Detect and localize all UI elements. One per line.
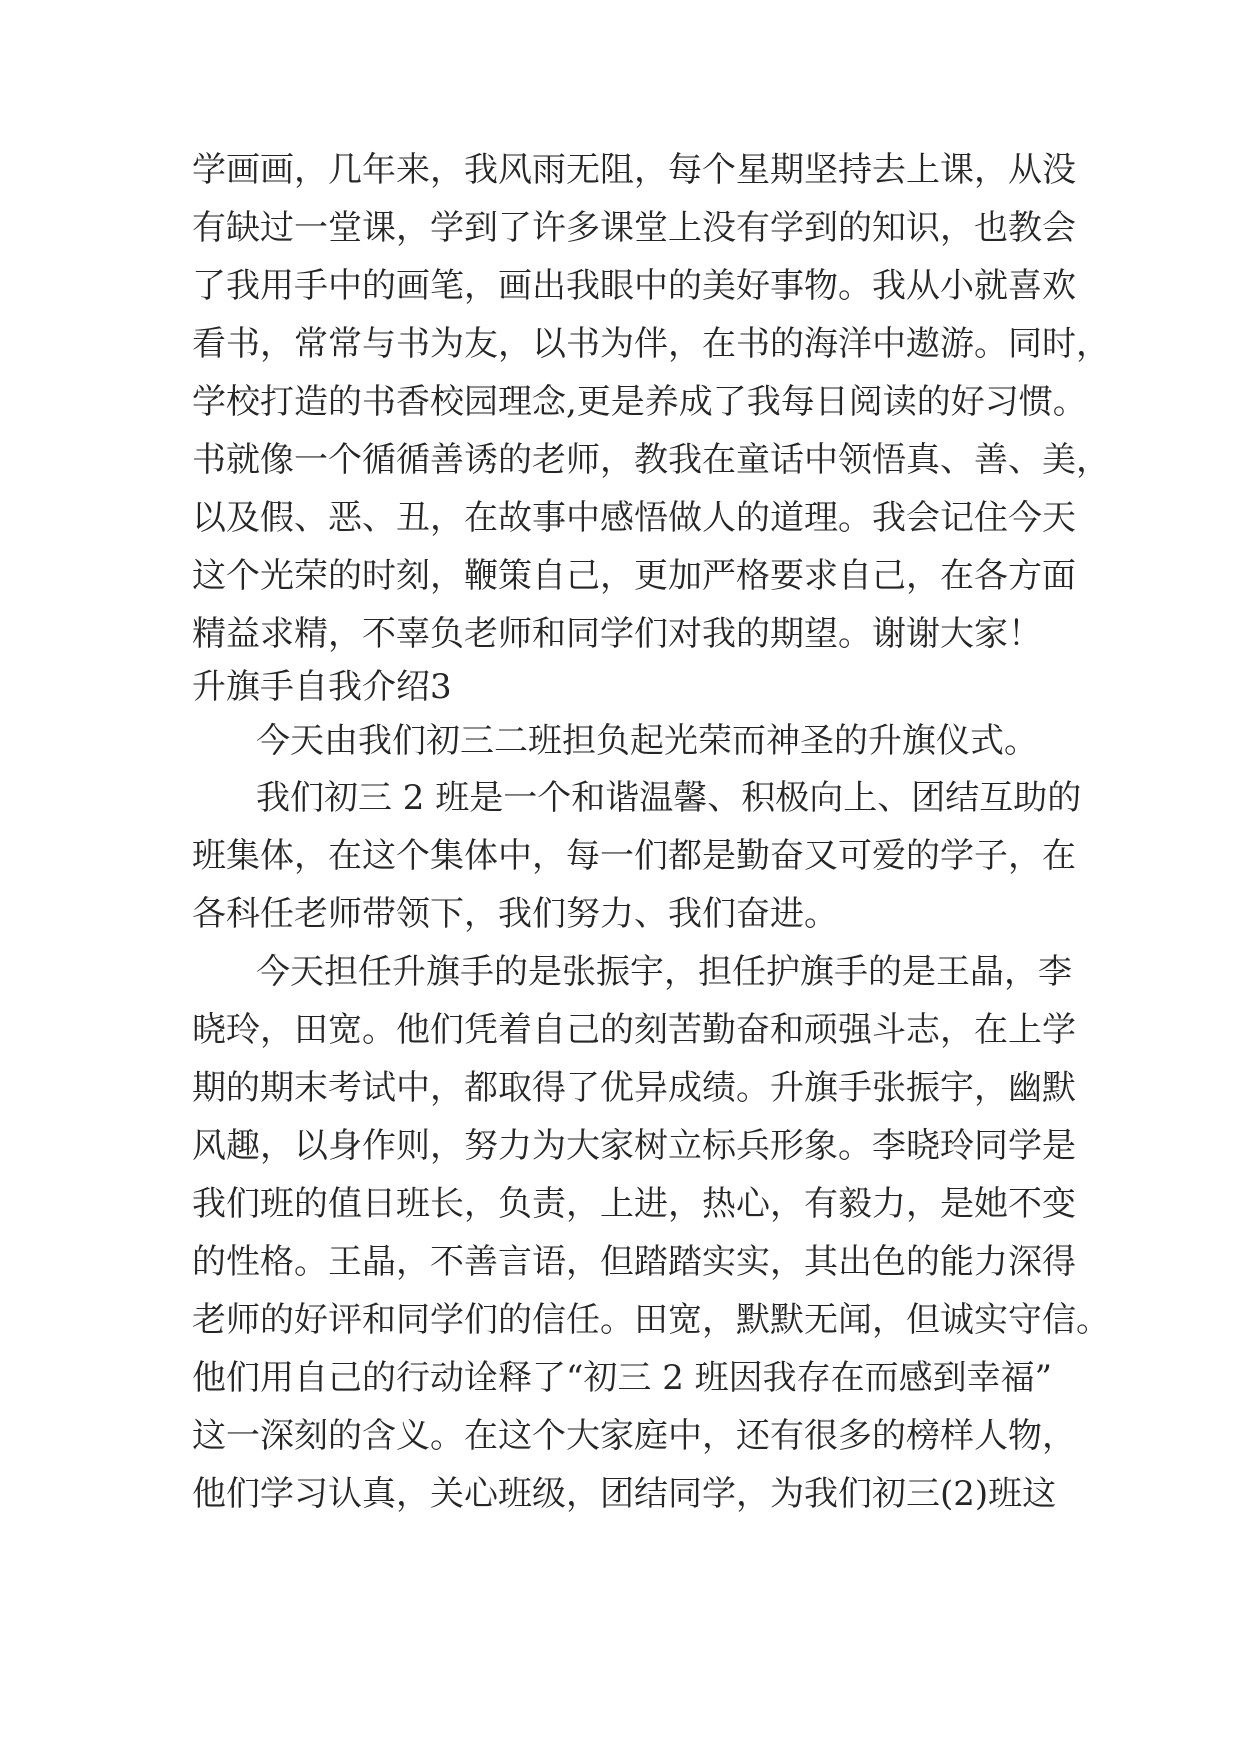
paragraph-line: 他们用自己的行动诠释了“初三 2 班因我存在而感到幸福” [192, 1358, 1053, 1398]
paragraph-line: 书就像一个循循善诱的老师，教我在童话中领悟真、善、美， [192, 440, 1110, 480]
paragraph-line: 这一深刻的含义。在这个大家庭中，还有很多的榜样人物， [192, 1416, 1076, 1456]
paragraph-line: 我们班的值日班长，负责，上进，热心，有毅力，是她不变 [192, 1184, 1076, 1224]
paragraph-line: 看书，常常与书为友，以书为伴，在书的海洋中遨游。同时， [192, 324, 1110, 364]
paragraph-line: 有缺过一堂课，学到了许多课堂上没有学到的知识，也教会 [192, 208, 1076, 248]
paragraph-line: 这个光荣的时刻，鞭策自己，更加严格要求自己，在各方面 [192, 556, 1076, 596]
paragraph-line: 精益求精，不辜负老师和同学们对我的期望。谢谢大家！ [192, 614, 1042, 654]
paragraph-line: 期的期末考试中，都取得了优异成绩。升旗手张振宇，幽默 [192, 1068, 1076, 1108]
paragraph-line: 学画画，几年来，我风雨无阻，每个星期坚持去上课，从没 [192, 150, 1076, 190]
paragraph-line: 今天担任升旗手的是张振宇，担任护旗手的是王晶，李 [256, 952, 1072, 992]
paragraph-line: 今天由我们初三二班担负起光荣而神圣的升旗仪式。 [256, 721, 1038, 761]
paragraph-line: 班集体，在这个集体中，每一们都是勤奋又可爱的学子，在 [192, 836, 1076, 876]
paragraph-line: 他们学习认真，关心班级，团结同学，为我们初三(2)班这 [192, 1474, 1057, 1514]
paragraph-line: 了我用手中的画笔，画出我眼中的美好事物。我从小就喜欢 [192, 266, 1076, 306]
paragraph-line: 晓玲，田宽。他们凭着自己的刻苦勤奋和顽强斗志，在上学 [192, 1010, 1076, 1050]
paragraph-line: 的性格。王晶，不善言语，但踏踏实实，其出色的能力深得 [192, 1242, 1076, 1282]
paragraph-line: 以及假、恶、丑，在故事中感悟做人的道理。我会记住今天 [192, 498, 1076, 538]
paragraph-line: 各科任老师带领下，我们努力、我们奋进。 [192, 894, 838, 934]
paragraph-line: 老师的好评和同学们的信任。田宽，默默无闻，但诚实守信。 [192, 1300, 1110, 1340]
paragraph-line: 我们初三 2 班是一个和谐温馨、积极向上、团结互助的 [256, 778, 1082, 818]
paragraph-line: 风趣，以身作则，努力为大家树立标兵形象。李晓玲同学是 [192, 1126, 1076, 1166]
paragraph-line: 学校打造的书香校园理念,更是养成了我每日阅读的好习惯。 [192, 382, 1087, 422]
section-heading: 升旗手自我介绍3 [192, 667, 452, 707]
